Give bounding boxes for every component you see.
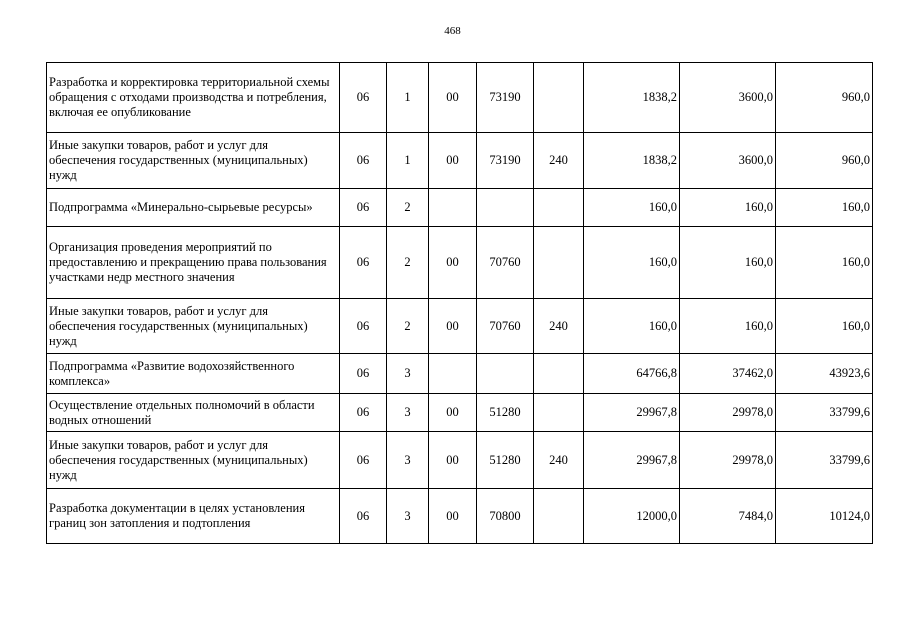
- code-ministry: 06: [340, 432, 387, 489]
- code-direction: 51280: [477, 394, 534, 432]
- code-expense-type: [534, 189, 584, 227]
- code-event: [429, 354, 477, 394]
- code-direction: 73190: [477, 63, 534, 133]
- row-name: Подпрограмма «Развитие водохозяйственного комплекса»: [47, 354, 340, 394]
- amount-year-2: 37462,0: [680, 354, 776, 394]
- page-number: 468: [444, 25, 461, 37]
- code-expense-type: [534, 63, 584, 133]
- row-name: Разработка документации в целях установления границ зон затопления и подтопления: [47, 489, 340, 544]
- code-event: 00: [429, 299, 477, 354]
- row-name: Осуществление отдельных полномочий в области водных отношений: [47, 394, 340, 432]
- amount-year-3: 10124,0: [776, 489, 873, 544]
- code-subprogram: 1: [387, 133, 429, 189]
- amount-year-1: 1838,2: [584, 133, 680, 189]
- amount-year-3: 160,0: [776, 299, 873, 354]
- code-subprogram: 3: [387, 394, 429, 432]
- row-name: Организация проведения мероприятий по предоставлению и прекращению права пользования участками недр местного значения: [47, 227, 340, 299]
- code-expense-type: 240: [534, 432, 584, 489]
- amount-year-1: 160,0: [584, 299, 680, 354]
- amount-year-1: 29967,8: [584, 394, 680, 432]
- code-direction: 51280: [477, 432, 534, 489]
- amount-year-2: 29978,0: [680, 394, 776, 432]
- amount-year-2: 160,0: [680, 227, 776, 299]
- code-direction: [477, 354, 534, 394]
- code-direction: 70760: [477, 227, 534, 299]
- row-name: Иные закупки товаров, работ и услуг для обеспечения государственных (муниципальных) нужд: [47, 299, 340, 354]
- table-row: [47, 354, 873, 394]
- row-name: Подпрограмма «Минерально-сырьевые ресурсы»: [47, 189, 340, 227]
- row-name: Иные закупки товаров, работ и услуг для обеспечения государственных (муниципальных) нужд: [47, 432, 340, 489]
- amount-year-2: 160,0: [680, 189, 776, 227]
- table-row: [47, 227, 873, 299]
- code-ministry: 06: [340, 63, 387, 133]
- code-ministry: 06: [340, 394, 387, 432]
- code-subprogram: 2: [387, 189, 429, 227]
- code-ministry: 06: [340, 299, 387, 354]
- code-event: 00: [429, 432, 477, 489]
- code-subprogram: 2: [387, 299, 429, 354]
- row-name: Разработка и корректировка территориальной схемы обращения с отходами производства и потребления, включая ее опубликование: [47, 63, 340, 133]
- amount-year-1: 64766,8: [584, 354, 680, 394]
- amount-year-2: 160,0: [680, 299, 776, 354]
- table-row: [47, 489, 873, 544]
- table-row: [47, 63, 873, 133]
- amount-year-3: 43923,6: [776, 354, 873, 394]
- amount-year-3: 960,0: [776, 63, 873, 133]
- code-ministry: 06: [340, 489, 387, 544]
- code-direction: 70800: [477, 489, 534, 544]
- code-expense-type: 240: [534, 133, 584, 189]
- code-expense-type: [534, 489, 584, 544]
- amount-year-2: 3600,0: [680, 133, 776, 189]
- amount-year-3: 160,0: [776, 227, 873, 299]
- code-event: 00: [429, 133, 477, 189]
- code-event: 00: [429, 63, 477, 133]
- code-subprogram: 3: [387, 432, 429, 489]
- table-row: [47, 299, 873, 354]
- amount-year-1: 12000,0: [584, 489, 680, 544]
- amount-year-1: 160,0: [584, 189, 680, 227]
- amount-year-3: 33799,6: [776, 432, 873, 489]
- code-subprogram: 1: [387, 63, 429, 133]
- code-ministry: 06: [340, 227, 387, 299]
- code-direction: 73190: [477, 133, 534, 189]
- amount-year-1: 29967,8: [584, 432, 680, 489]
- code-event: 00: [429, 489, 477, 544]
- amount-year-2: 29978,0: [680, 432, 776, 489]
- amount-year-2: 3600,0: [680, 63, 776, 133]
- code-expense-type: 240: [534, 299, 584, 354]
- amount-year-3: 960,0: [776, 133, 873, 189]
- code-event: 00: [429, 227, 477, 299]
- code-subprogram: 2: [387, 227, 429, 299]
- amount-year-1: 1838,2: [584, 63, 680, 133]
- amount-year-1: 160,0: [584, 227, 680, 299]
- code-direction: [477, 189, 534, 227]
- code-ministry: 06: [340, 133, 387, 189]
- row-name: Иные закупки товаров, работ и услуг для обеспечения государственных (муниципальных) нужд: [47, 133, 340, 189]
- code-expense-type: [534, 227, 584, 299]
- code-subprogram: 3: [387, 489, 429, 544]
- code-event: 00: [429, 394, 477, 432]
- amount-year-2: 7484,0: [680, 489, 776, 544]
- code-ministry: 06: [340, 354, 387, 394]
- code-expense-type: [534, 394, 584, 432]
- table-row: [47, 189, 873, 227]
- amount-year-3: 33799,6: [776, 394, 873, 432]
- code-expense-type: [534, 354, 584, 394]
- code-event: [429, 189, 477, 227]
- table-row: [47, 394, 873, 432]
- code-subprogram: 3: [387, 354, 429, 394]
- budget-table: [46, 62, 873, 544]
- table-row: [47, 133, 873, 189]
- table-row: [47, 432, 873, 489]
- code-direction: 70760: [477, 299, 534, 354]
- code-ministry: 06: [340, 189, 387, 227]
- amount-year-3: 160,0: [776, 189, 873, 227]
